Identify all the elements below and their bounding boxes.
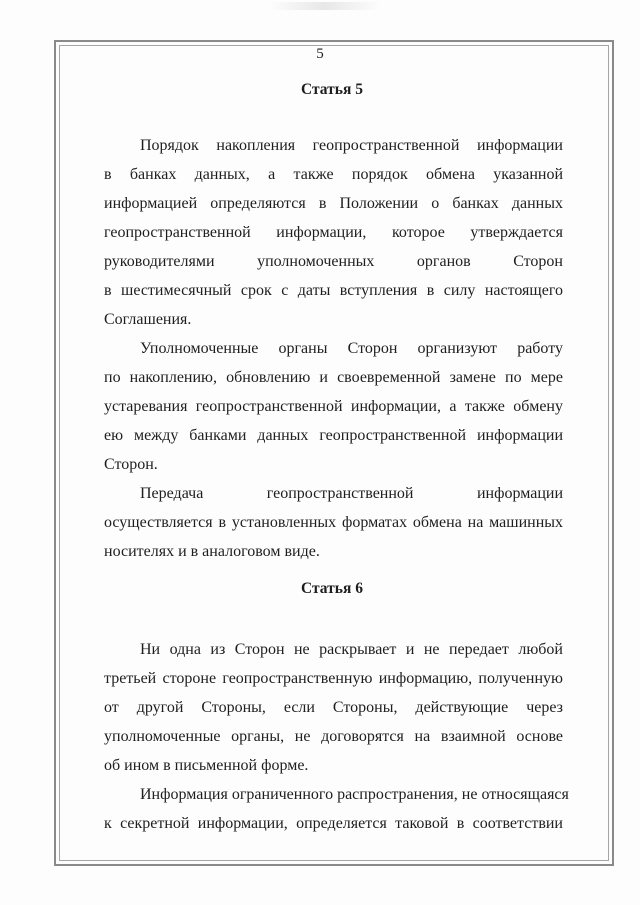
- text-line: Ни одна из Сторон не раскрывает и не передает любой: [140, 641, 563, 658]
- article-6-body: [104, 635, 569, 838]
- text-line: Сторон.: [104, 456, 158, 473]
- text-line: Уполномоченные органы Сторон организуют работу: [140, 340, 563, 357]
- text-line: Порядок накопления геопространственной информации: [140, 137, 563, 154]
- text-line: от другой Стороны, если Стороны, действующие через: [104, 699, 563, 716]
- text-line: в шестимесячный срок с даты вступления в силу настоящего: [104, 282, 563, 299]
- text-line: по накоплению, обновлению и своевременной замене по мере: [104, 369, 563, 386]
- text-line: руководителями уполномоченных органов Сторон: [104, 253, 563, 270]
- text-line: уполномоченные органы, не договорятся на взаимной основе: [104, 728, 563, 745]
- text-line: осуществляется в установленных форматах обмена на машинных: [104, 514, 563, 531]
- text-line: об ином в письменной форме.: [104, 757, 309, 774]
- text-line: геопространственной информации, которое утверждается: [104, 224, 563, 241]
- text-line: ею между банками данных геопространственной информации: [104, 427, 563, 444]
- text-line: Информация ограниченного распространения, не относящаяся: [140, 786, 569, 803]
- article-5-heading: Статья 5: [301, 81, 363, 98]
- scan-artifact: [270, 2, 380, 10]
- text-line: к секретной информации, определяется таковой в соответствии: [104, 815, 563, 832]
- page-number: 5: [316, 46, 324, 62]
- text-line: устаревания геопространственной информации, а также обмену: [104, 398, 563, 415]
- text-line: третьей стороне геопространственную информацию, полученную: [104, 670, 563, 687]
- text-line: информацией определяются в Положении о банках данных: [104, 195, 563, 212]
- article-5-body: [104, 131, 563, 566]
- text-line: Передача геопространственной информации: [140, 485, 563, 502]
- text-line: носителях и в аналоговом виде.: [104, 543, 320, 560]
- text-line: Соглашения.: [104, 311, 192, 328]
- article-6-heading: Статья 6: [301, 580, 363, 597]
- text-line: в банках данных, а также порядок обмена указанной: [104, 166, 563, 183]
